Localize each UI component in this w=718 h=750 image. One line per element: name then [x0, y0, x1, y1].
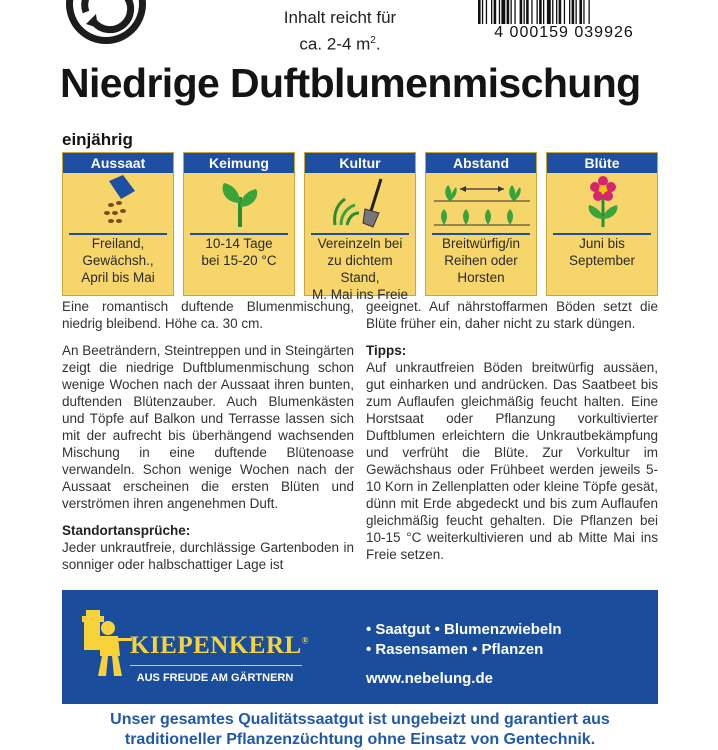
- recycle-logo: [62, 0, 150, 46]
- card-bluete: [546, 152, 658, 296]
- seedling-icon: [184, 173, 294, 231]
- brand-name: KIEPENKERL®: [130, 632, 309, 659]
- card-heading: Abstand: [426, 153, 536, 173]
- seed-packet-icon: [63, 173, 173, 231]
- card-heading: Blüte: [547, 153, 657, 173]
- product-subtitle: einjährig: [62, 130, 133, 149]
- standort-text-continued: geeignet. Auf nährstoffarmen Böden setzt die Blüte früher ein, daher nicht zu stark düngen.: [366, 299, 658, 331]
- brand-services: • Saatgut • Blumenzwiebeln • Rasensamen • Pflanzen: [366, 621, 562, 658]
- standort-heading: Standortansprüche:: [62, 523, 191, 538]
- content-amount-line1: Inhalt reicht für: [283, 8, 397, 27]
- card-text: Juni bis September: [568, 236, 636, 268]
- flower-icon: [547, 173, 657, 231]
- card-heading: Aussaat: [63, 153, 173, 173]
- card-text: Breitwürfig/in Reihen oder Horsten: [441, 236, 521, 285]
- content-amount: [250, 6, 430, 56]
- brand-slogan: AUS FREUDE AM GÄRTNERN: [136, 672, 294, 684]
- card-heading: Keimung: [184, 153, 294, 173]
- card-keimung: [183, 152, 295, 296]
- brand-divider: [130, 665, 302, 666]
- description-text: An Beeträndern, Steintreppen und in Steingärten zeigt die niedrige Duftblumenmischung schon wenige Wochen nach der Aussaat ihren bunten, duftenden Blütenzauber. Auch Blumenkästen und Töpfe auf Balkon und Terrasse lassen sich mit der aufrecht bis überhängend wachsenden Mischung in eine duftende Blütenoase verwandeln. Schon wenige Wochen nach der Aussaat erscheinen die ersten Blüten und verströmen ihren angenehmen Duft.: [62, 343, 354, 511]
- card-text: 10-14 Tage bei 15-20 °C: [201, 236, 277, 268]
- card-heading: Kultur: [305, 153, 415, 173]
- description-column-left: [62, 298, 354, 573]
- growing-info-cards: [62, 152, 658, 302]
- brand-url: www.nebelung.de: [366, 670, 493, 687]
- kiepenkerl-figure-logo: [78, 610, 138, 680]
- tipps-heading: Tipps:: [366, 343, 407, 358]
- card-text: Vereinzeln bei zu dichtem Stand, M. Mai ins Freie: [311, 236, 409, 302]
- description-column-right: [366, 298, 658, 563]
- card-aussaat: [62, 152, 174, 296]
- standort-text: Jeder unkrautfreie, durchlässige Gartenboden in sonniger oder halbschattiger Lage ist: [62, 540, 354, 572]
- tipps-text: Auf unkrautfreien Böden breitwürfig aussäen, gut einharken und andrücken. Das Saatbeet bis zum Auflaufen gleichmäßig feucht halten. Eine Horstsaat oder Pflanzung vorkultivierter Duftblumen erleichtern die Unkrautbekämpfung und verfrüht die Blüte. Zur Vorkultur im Gewächshaus oder Frühbeet werden jeweils 5-10 Korn in Zellenplatten oder kleine Töpfe gesät, dünn mit Erde abgedeckt und bis zum Auflaufen gleichmäßig feucht gehalten. Die Pflanzen bei 10-15 °C weiterkultivieren und ab Mitte Mai ins Freie setzen.: [366, 360, 658, 562]
- card-text: Freiland, Gewächsh., April bis Mai: [81, 236, 155, 285]
- content-amount-line2: ca. 2-4 $m^2$.: [299, 34, 381, 54]
- intro-text: Eine romantisch duftende Blumenmischung, niedrig bleibend. Höhe ca. 30 cm.: [62, 299, 354, 331]
- product-title: Niedrige Duftblumenmischung: [60, 60, 641, 106]
- barcode-number: 4 000159 039926: [470, 24, 658, 42]
- quality-note: Unser gesamtes Qualitätssaatgut ist ungebeizt und garantiert aus traditioneller Pflanzenzüchtung ohne Einsatz von Gentechnik.: [110, 711, 610, 748]
- shovel-plant-icon: [305, 173, 415, 231]
- card-abstand: [425, 152, 537, 296]
- card-kultur: [304, 152, 416, 302]
- spacing-icon: [426, 173, 536, 231]
